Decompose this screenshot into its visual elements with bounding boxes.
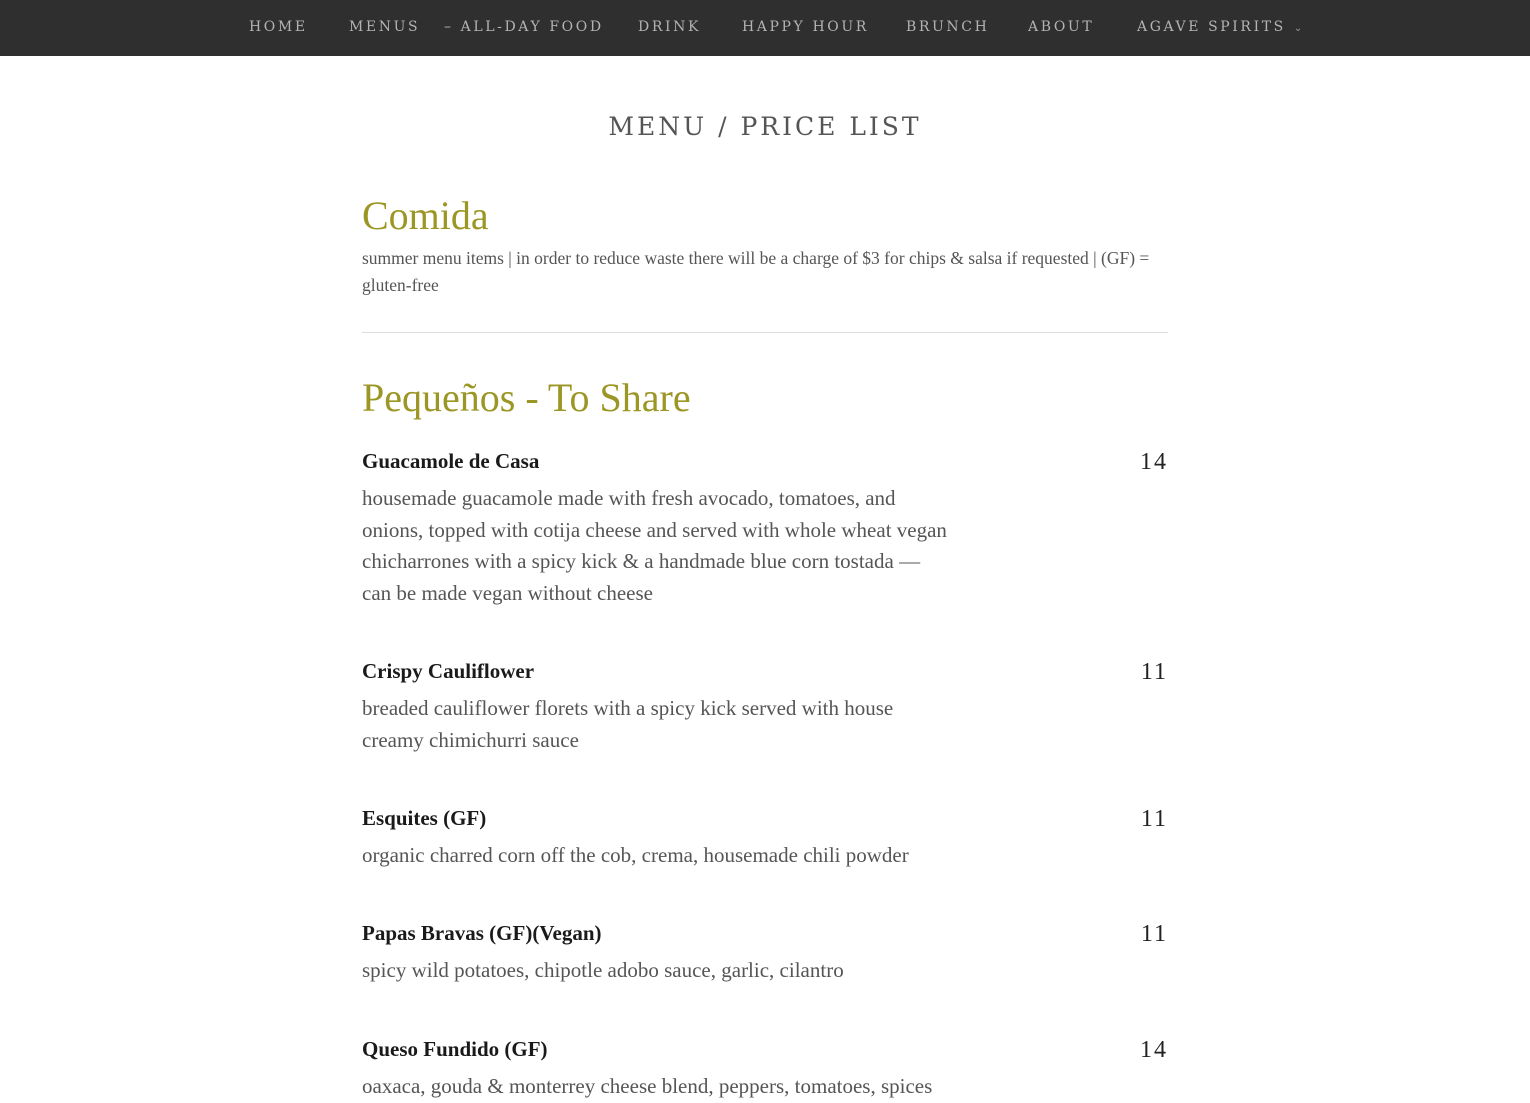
top-navigation xyxy=(0,0,1530,56)
section-description: summer menu items | in order to reduce waste there will be a charge of $3 for chips & salsa if requested | (GF) = gluten-free xyxy=(362,248,1150,295)
menu-item-description: oaxaca, gouda & monterrey cheese blend, peppers, tomatoes, spices xyxy=(362,1074,933,1098)
section-heading-comida: Comida xyxy=(362,193,489,238)
section-heading-pequenos: Pequeños - To Share xyxy=(362,375,691,420)
nav-menus-link[interactable]: MENUS xyxy=(349,19,421,35)
menu-item-description: housemade guacamole made with fresh avocado, tomatoes, and onions, topped with cotija cheese and served with whole wheat vegan chicharrones with a spicy kick & a handmade blue corn tostada — can be made vegan without cheese xyxy=(362,486,947,605)
nav-all-day-food-link[interactable]: – ALL-DAY FOOD xyxy=(444,19,604,35)
menu-item-name: Esquites (GF) xyxy=(362,806,487,830)
chevron-down-icon: ⌄ xyxy=(1293,23,1303,34)
nav-happy-hour-link[interactable]: HAPPY HOUR xyxy=(742,19,869,35)
menu-item-price: 11 xyxy=(1140,659,1168,685)
nav-brunch-link[interactable]: BRUNCH xyxy=(906,19,990,35)
nav-about-link[interactable]: ABOUT xyxy=(1028,19,1095,35)
nav-agave-spirits-dropdown[interactable] xyxy=(1137,0,1302,56)
nav-home-link[interactable]: HOME xyxy=(249,19,308,35)
nav-agave-spirits-label: AGAVE SPIRITS xyxy=(1137,19,1286,35)
menu-item-price: 14 xyxy=(1140,1037,1168,1063)
menu-item-description: spicy wild potatoes, chipotle adobo sauce, garlic, cilantro xyxy=(362,958,844,982)
menu-item-name: Papas Bravas (GF)(Vegan) xyxy=(362,921,602,945)
menu-item-name: Queso Fundido (GF) xyxy=(362,1037,548,1061)
menu-item-price: 11 xyxy=(1140,806,1168,832)
menu-item-price: 11 xyxy=(1140,921,1168,947)
menu-item-price: 14 xyxy=(1140,449,1168,475)
nav-drink-link[interactable]: DRINK xyxy=(638,19,702,35)
menu-item-description: organic charred corn off the cob, crema, housemade chili powder xyxy=(362,843,909,867)
menu-item-name: Guacamole de Casa xyxy=(362,449,540,473)
page-title: MENU / PRICE LIST xyxy=(608,112,922,141)
menu-item-description: breaded cauliflower florets with a spicy kick served with house creamy chimichurri sauce xyxy=(362,696,894,752)
menu-item-name: Crispy Cauliflower xyxy=(362,659,535,683)
section-divider xyxy=(362,332,1168,333)
